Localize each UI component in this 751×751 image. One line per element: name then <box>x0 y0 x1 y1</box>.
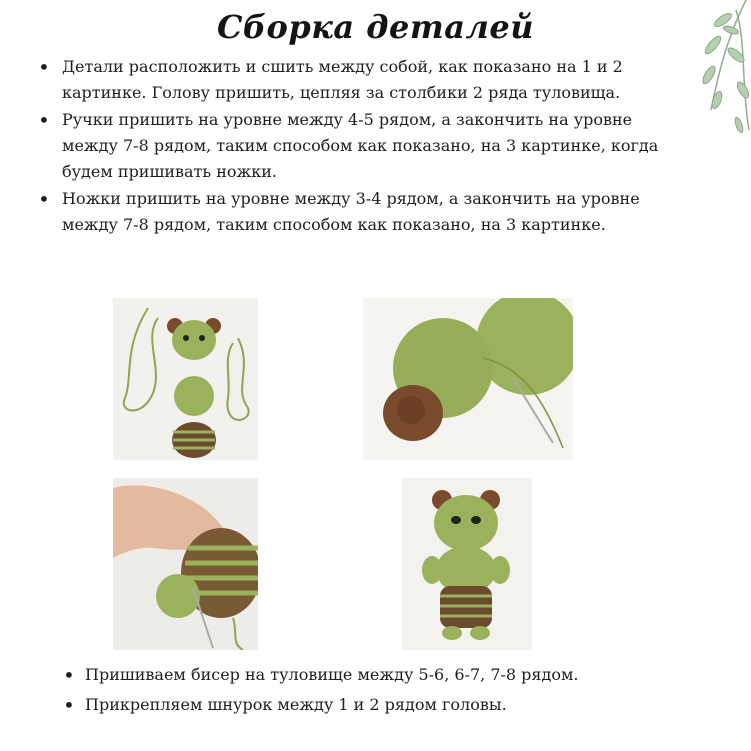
page-title: Сборка деталей <box>216 8 535 46</box>
photo-finished-toy <box>402 478 532 650</box>
final-step-item: • Пришиваем бисер на туловище между 5-6, 6-7, 7-8 рядом. <box>55 660 695 690</box>
photo-parts-laid-out <box>113 298 258 460</box>
instruction-item: • Детали расположить и сшить между собой, как показано на 1 и 2 картинке. Голову пришить, цепляя за столбики 2 ряда туловища. <box>30 54 670 106</box>
photo-sewing-legs <box>113 478 258 650</box>
final-steps-list <box>55 660 695 720</box>
instruction-list <box>30 54 670 239</box>
photo-head-closeup <box>363 298 573 460</box>
instruction-item: • Ножки пришить на уровне между 3-4 рядом, а закончить на уровне между 7-8 рядом, таким способом как показано, на 3 картинке. <box>30 186 670 238</box>
final-step-item: • Прикрепляем шнурок между 1 и 2 рядом головы. <box>55 690 695 720</box>
instruction-item: • Ручки пришить на уровне между 4-5 рядом, а закончить на уровне между 7-8 рядом, таким способом как показано, на 3 картинке, когда будем пришивать ножки. <box>30 107 670 185</box>
